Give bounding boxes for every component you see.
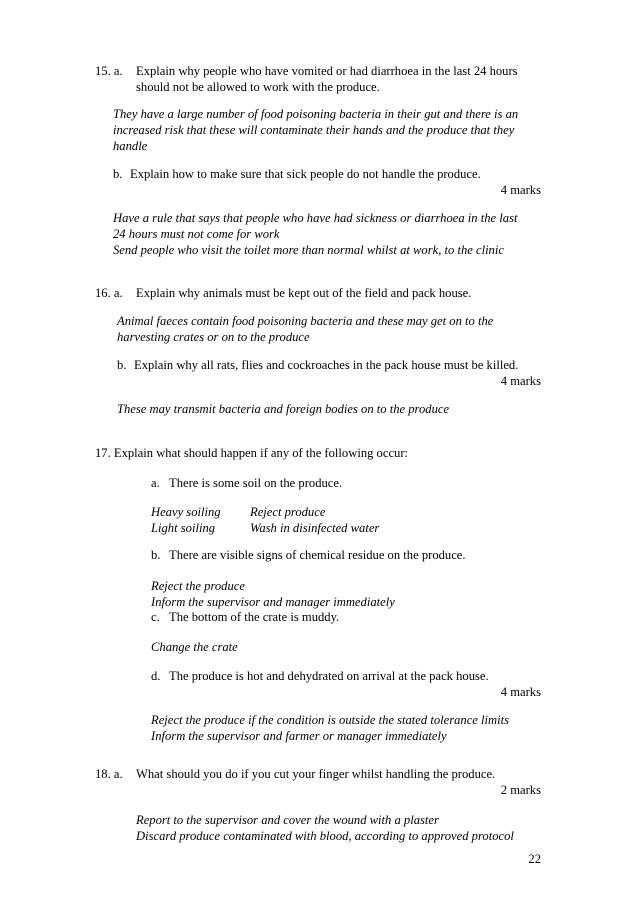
- q17b-answer-line2: Inform the supervisor and manager immediately: [151, 595, 395, 609]
- q16a-answer-line1: Animal faeces contain food poisoning bacteria and these may get on to the: [117, 314, 494, 328]
- q17d-answer-line2: Inform the supervisor and farmer or manager immediately: [151, 729, 447, 743]
- q17a-number: a.: [151, 476, 160, 490]
- q17b-answer-line1: Reject the produce: [151, 579, 245, 593]
- q17-marks: 4 marks: [500, 685, 541, 699]
- q15b-answer-line3: Send people who visit the toilet more than normal whilst at work, to the clinic: [113, 243, 504, 257]
- q17b-question: There are visible signs of chemical residue on the produce.: [169, 548, 466, 562]
- q15b-answer-line2: 24 hours must not come for work: [113, 227, 280, 241]
- q17c-answer: Change the crate: [151, 640, 238, 654]
- q16b-number: b.: [117, 358, 127, 372]
- q16b-answer: These may transmit bacteria and foreign bodies on to the produce: [117, 402, 450, 416]
- q17a-light-label: Light soiling: [151, 521, 216, 535]
- q17a-light-action: Wash in disinfected water: [250, 521, 380, 535]
- q16a-answer-line2: harvesting crates or on to the produce: [117, 330, 310, 344]
- q15a-question-line2: should not be allowed to work with the produce.: [136, 80, 380, 94]
- q15-marks: 4 marks: [500, 183, 541, 197]
- q18a-question: What should you do if you cut your finger whilst handling the produce.: [136, 767, 496, 781]
- q16a-question: Explain why animals must be kept out of the field and pack house.: [136, 286, 472, 300]
- q17d-number: d.: [151, 669, 161, 683]
- q15a-answer-line3: handle: [113, 139, 148, 153]
- q18a-number: 18. a.: [95, 767, 123, 781]
- q17-question: 17. Explain what should happen if any of the following occur:: [95, 446, 409, 460]
- q16-marks: 4 marks: [500, 374, 541, 388]
- q15b-question: Explain how to make sure that sick people do not handle the produce.: [130, 167, 481, 181]
- q18a-answer-line2: Discard produce contaminated with blood, according to approved protocol: [136, 829, 514, 843]
- q15a-answer-line1: They have a large number of food poisoning bacteria in their gut and there is an: [113, 107, 519, 121]
- q15b-answer-line1: Have a rule that says that people who have had sickness or diarrhoea in the last: [113, 211, 518, 225]
- q17c-number: c.: [151, 610, 160, 624]
- q16a-number: 16. a.: [95, 286, 123, 300]
- q18a-answer-line1: Report to the supervisor and cover the wound with a plaster: [136, 813, 439, 827]
- q17d-answer-line1: Reject the produce if the condition is outside the stated tolerance limits: [151, 713, 510, 727]
- q18-marks: 2 marks: [500, 783, 541, 797]
- page-number: 22: [528, 852, 541, 866]
- q17a-heavy-label: Heavy soiling: [151, 505, 221, 519]
- q15a-number: 15. a.: [95, 64, 123, 78]
- q17a-question: There is some soil on the produce.: [169, 476, 343, 490]
- q17d-question: The produce is hot and dehydrated on arrival at the pack house.: [169, 669, 489, 683]
- q17c-question: The bottom of the crate is muddy.: [169, 610, 340, 624]
- q17b-number: b.: [151, 548, 161, 562]
- q16b-question: Explain why all rats, flies and cockroaches in the pack house must be killed.: [134, 358, 519, 372]
- q17a-heavy-action: Reject produce: [250, 505, 326, 519]
- q15a-question-line1: Explain why people who have vomited or had diarrhoea in the last 24 hours: [136, 64, 518, 78]
- q15b-number: b.: [113, 167, 123, 181]
- q15a-answer-line2: increased risk that these will contaminate their hands and the produce that they: [113, 123, 515, 137]
